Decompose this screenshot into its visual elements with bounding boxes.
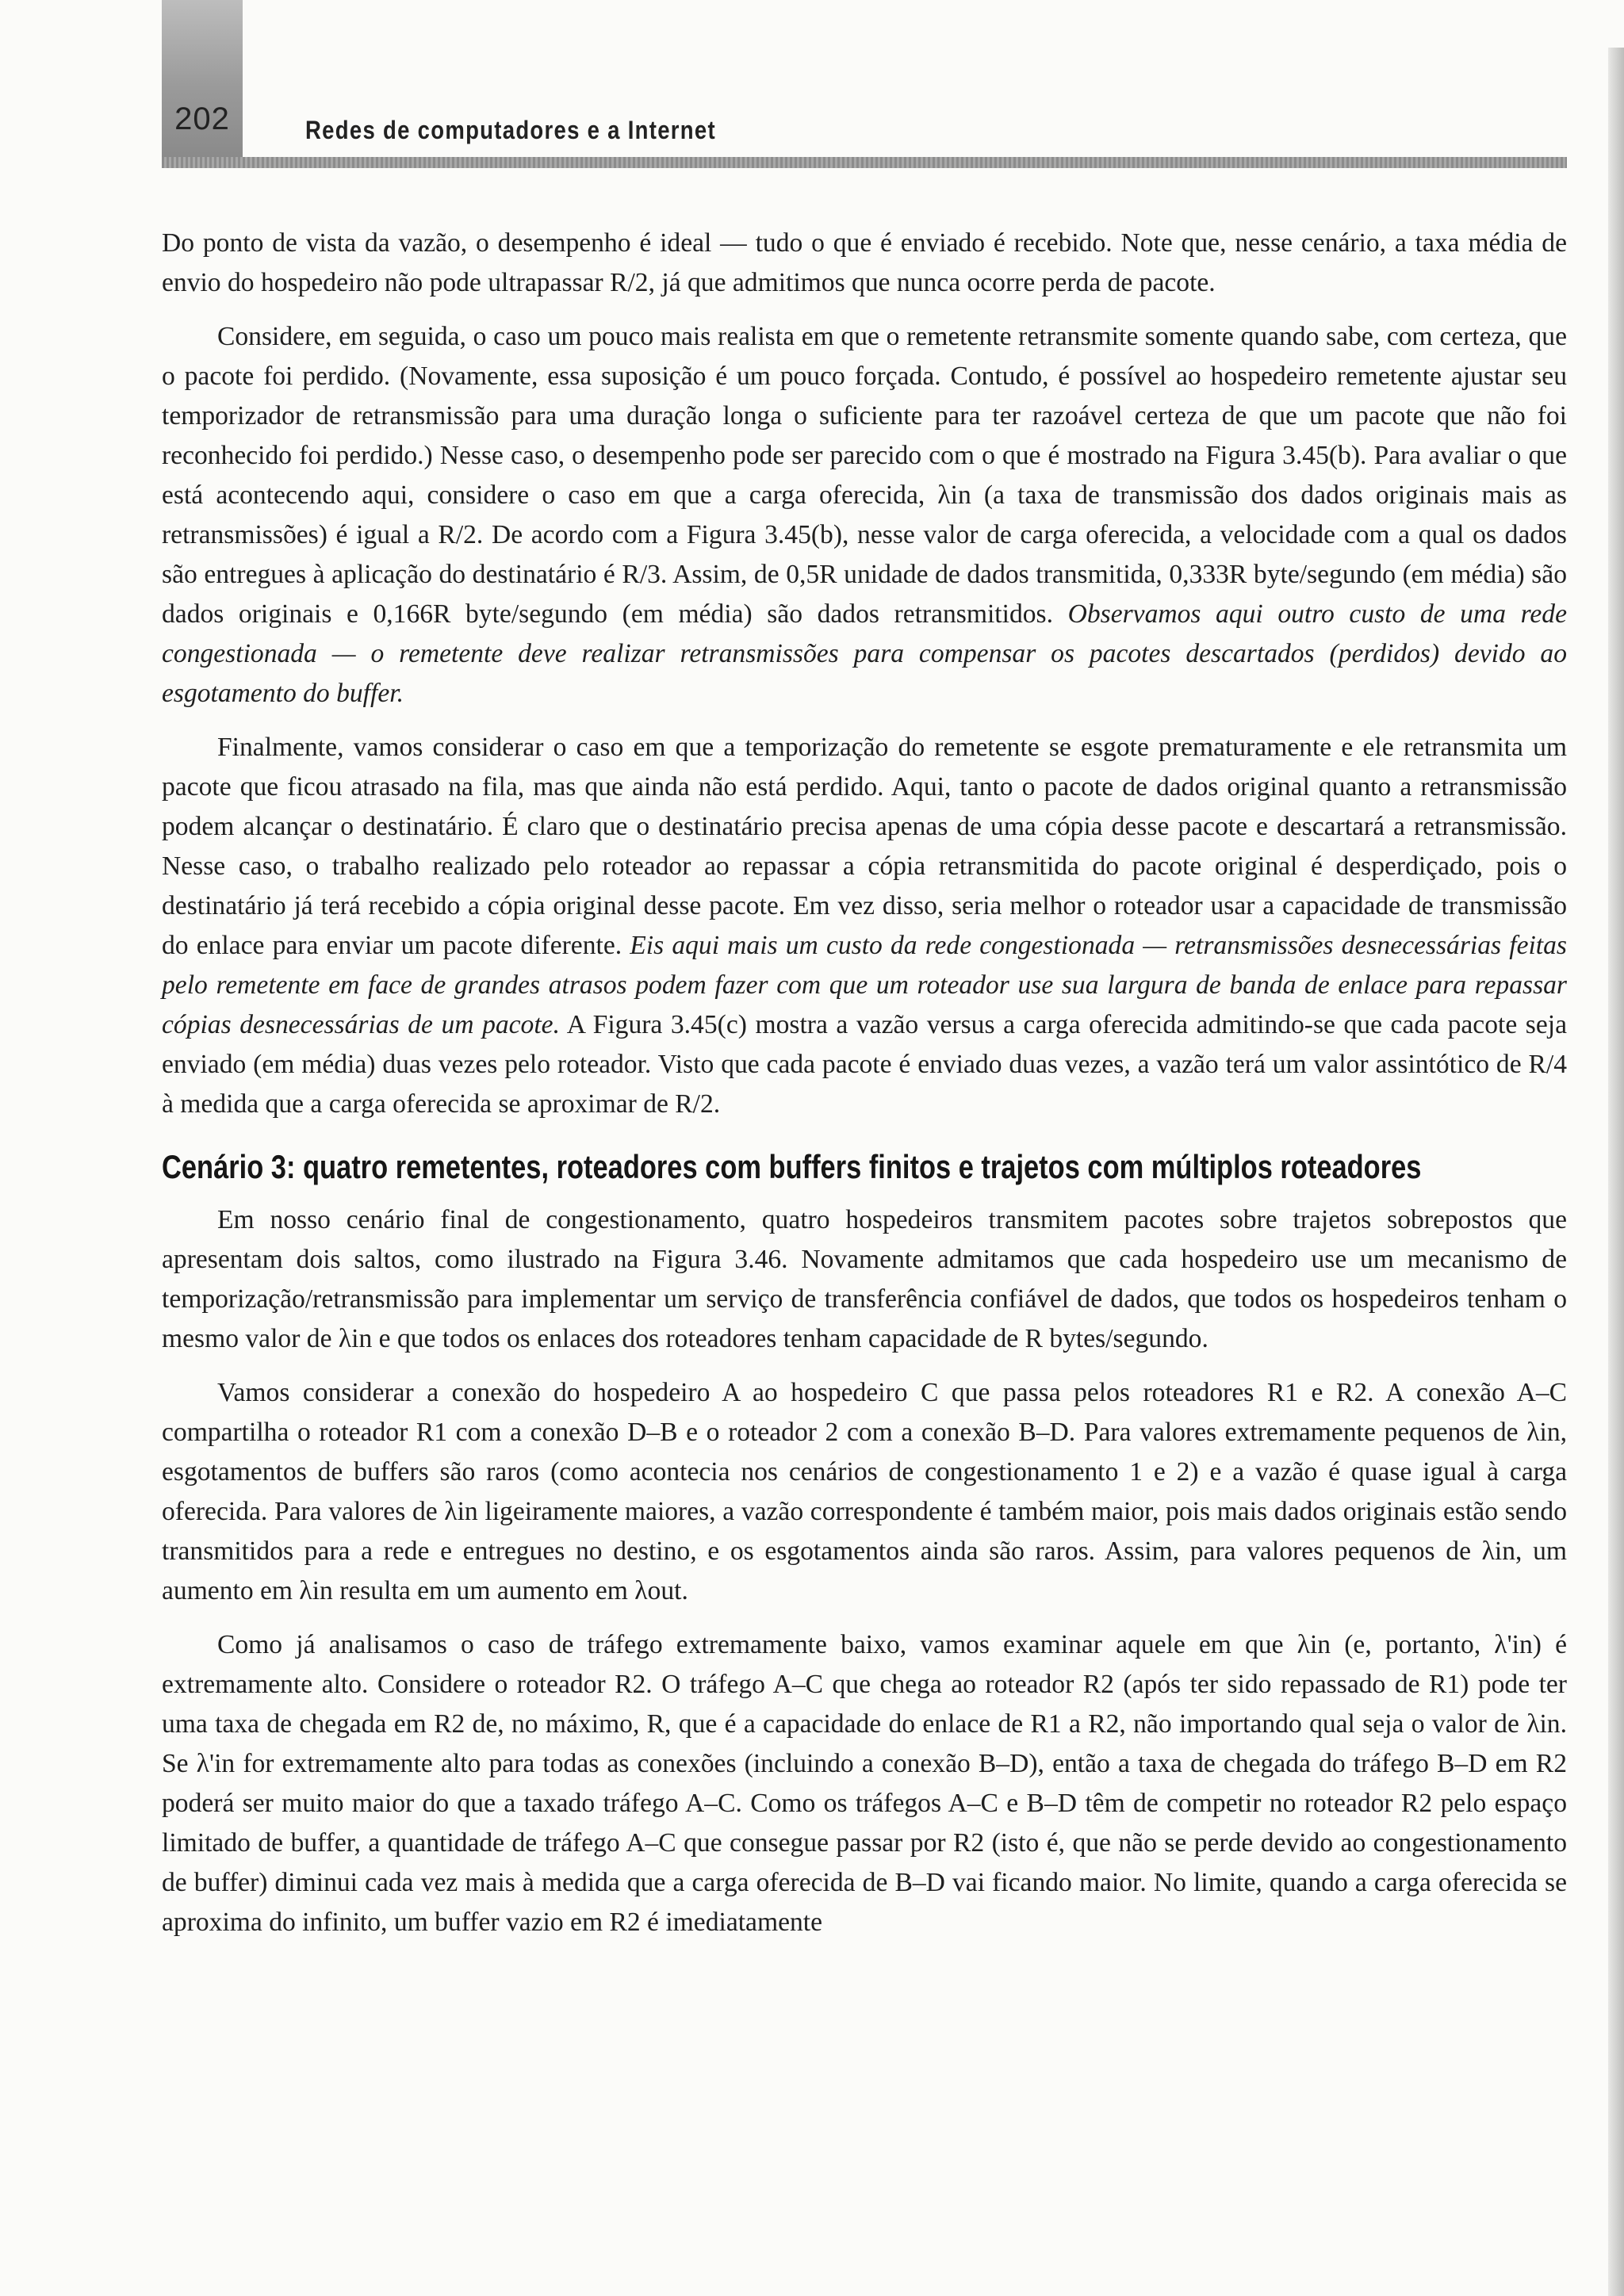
header-rule [162,157,1567,168]
paragraph-6 [162,1625,1567,1942]
paragraph-1 [162,224,1567,303]
running-header-title: Redes de computadores e a Internet [305,116,716,144]
paragraph-3-text-end: A Figura 3.45(c) mostra a vazão versus a carga oferecida admitindo-se que cada pacote seja enviado (em média) duas vezes pelo roteador. Visto que cada pacote é enviado duas vezes, a vazão terá um valor assintótico de R/4 à medida que a carga oferecida se aproximar de R/2. [162,1010,1567,1119]
paragraph-5 [162,1373,1567,1611]
page-number: 202 [174,101,230,136]
section-heading: Cenário 3: quatro remetentes, roteadores com buffers finitos e trajetos com múltiplos roteadores [162,1148,1422,1185]
paragraph-1-text: Do ponto de vista da vazão, o desempenho é ideal — tudo o que é enviado é recebido. Note que, nesse cenário, a taxa média de envio do hospedeiro não pode ultrapassar R/2, já que admitimos que nunca ocorre perda de pacote. [162,228,1567,297]
paragraph-2 [162,317,1567,714]
paragraph-3 [162,728,1567,1124]
page-edge-shadow [1608,48,1624,2296]
paragraph-2-italic: Observamos aqui outro custo de uma rede congestionada — o remetente deve realizar retransmissões para compensar os pacotes descartados (perdidos) devido ao esgotamento do buffer. [162,599,1567,708]
paragraph-3-italic: Eis aqui mais um custo da rede congestionada — retransmissões desnecessárias feitas pelo remetente em face de grandes atrasos podem fazer com que um roteador use sua largura de banda de enlace para repassar cópias desnecessárias de um pacote. [162,931,1567,1039]
page-body [162,224,1567,1957]
paragraph-4 [162,1200,1567,1359]
paragraph-3-text: Finalmente, vamos considerar o caso em que a temporização do remetente se esgote prematuramente e ele retransmita um pacote que ficou atrasado na fila, mas que ainda não está perdido. Aqui, tanto o pacote de dados original quanto a retransmissão podem alcançar o destinatário. É claro que o destinatário precisa apenas de uma cópia desse pacote e descartará a retransmissão. Nesse caso, o trabalho realizado pelo roteador ao repassar a cópia retransmitida do pacote original é desperdiçado, pois o destinatário já terá recebido a cópia original desse pacote. Em vez disso, seria melhor o roteador usar a capacidade de transmissão do enlace para enviar um pacote diferente. [162,733,1567,960]
paragraph-5-text: Vamos considerar a conexão do hospedeiro A ao hospedeiro C que passa pelos roteadores R1 e R2. A conexão A–C compartilha o roteador R1 com a conexão D–B e o roteador 2 com a conexão B–D. Para valores extremamente pequenos de λin, esgotamentos de buffers são raros (como acontecia nos cenários de congestionamento 1 e 2) e a vazão é quase igual à carga oferecida. Para valores de λin ligeiramente maiores, a vazão correspondente é também maior, pois mais dados originais estão sendo transmitidos para a rede e entregues no destino, e os esgotamentos ainda são raros. Assim, para valores pequenos de λin, um aumento em λin resulta em um aumento em λout. [162,1378,1567,1605]
paragraph-6-text: Como já analisamos o caso de tráfego extremamente baixo, vamos examinar aquele em que λin (e, portanto, λ'in) é extremamente alto. Considere o roteador R2. O tráfego A–C que chega ao roteador R2 (após ter sido repassado de R1) pode ter uma taxa de chegada em R2 de, no máximo, R, que é a capacidade do enlace de R1 a R2, não importando qual seja o valor de λin. Se λ'in for extremamente alto para todas as conexões (incluindo a conexão B–D), então a taxa de chegada do tráfego B–D em R2 poderá ser muito maior do que a taxado tráfego A–C. Como os tráfegos A–C e B–D têm de competir no roteador R2 pelo espaço limitado de buffer, a quantidade de tráfego A–C que consegue passar por R2 (isto é, que não se perde devido ao congestionamento de buffer) diminui cada vez mais à medida que a carga oferecida de B–D vai ficando maior. No limite, quando a carga oferecida se aproxima do infinito, um buffer vazio em R2 é imediatamente [162,1630,1567,1937]
paragraph-2-text: Considere, em seguida, o caso um pouco mais realista em que o remetente retransmite somente quando sabe, com certeza, que o pacote foi perdido. (Novamente, essa suposição é um pouco forçada. Contudo, é possível ao hospedeiro remetente ajustar seu temporizador de retransmissão para uma duração longa o suficiente para ter razoável certeza de que um pacote que não foi reconhecido foi perdido.) Nesse caso, o desempenho pode ser parecido com o que é mostrado na Figura 3.45(b). Para avaliar o que está acontecendo aqui, considere o caso em que a carga oferecida, λin (a taxa de transmissão dos dados originais mais as retransmissões) é igual a R/2. De acordo com a Figura 3.45(b), nesse valor de carga oferecida, a velocidade com a qual os dados são entregues à aplicação do destinatário é R/3. Assim, de 0,5R unidade de dados transmitida, 0,333R byte/segundo (em média) são dados originais e 0,166R byte/segundo (em média) são dados retransmitidos. [162,322,1567,629]
paragraph-4-text: Em nosso cenário final de congestionamento, quatro hospedeiros transmitem pacotes sobre trajetos sobrepostos que apresentam dois saltos, como ilustrado na Figura 3.46. Novamente admitamos que cada hospedeiro use um mecanismo de temporização/retransmissão para implementar um serviço de transferência confiável de dados, que todos os hospedeiros tenham o mesmo valor de λin e que todos os enlaces dos roteadores tenham capacidade de R bytes/segundo. [162,1205,1567,1353]
